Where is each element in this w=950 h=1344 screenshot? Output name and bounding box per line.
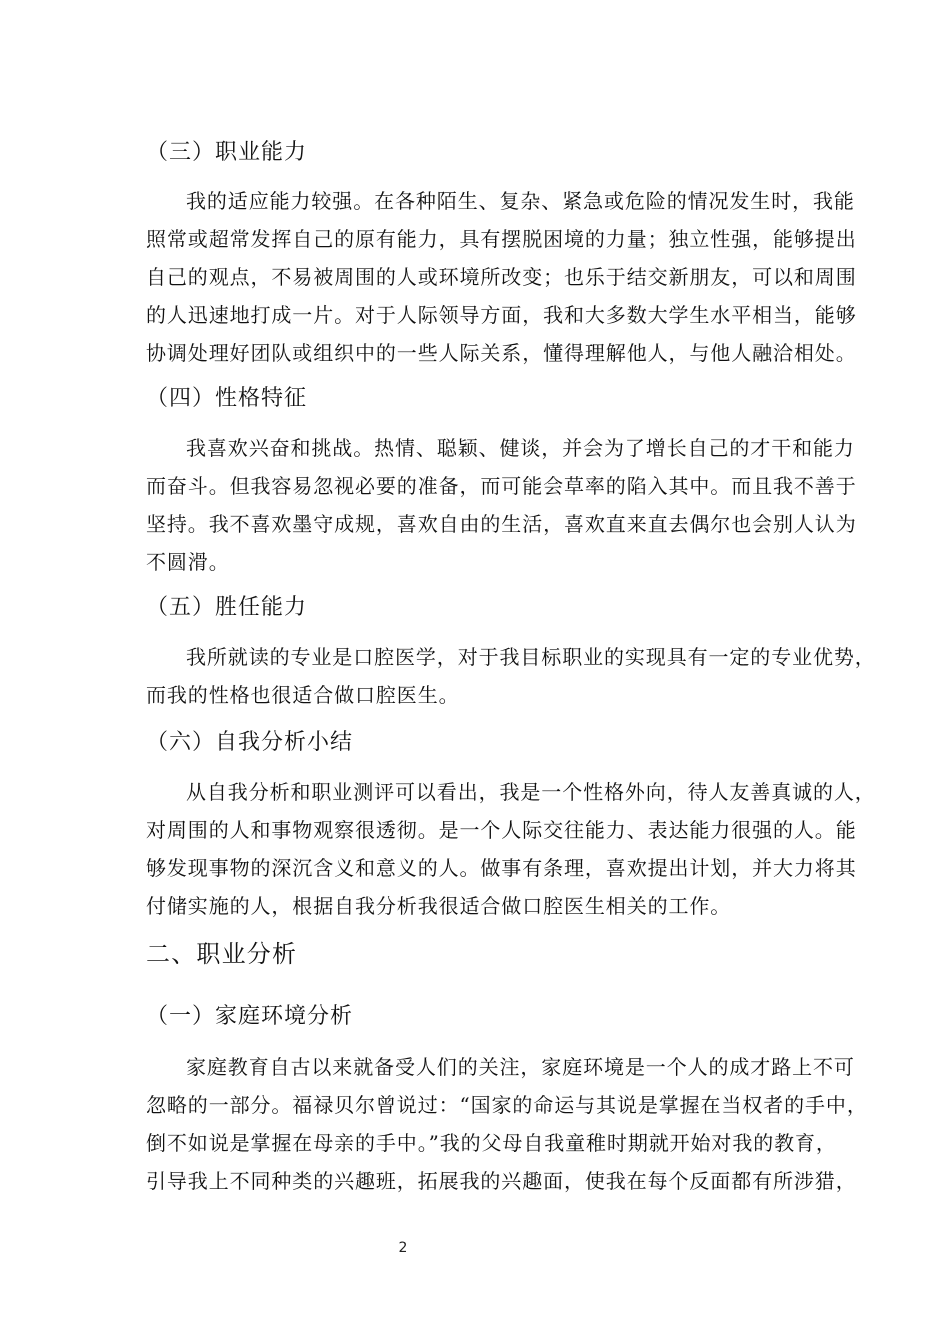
paragraph-line: 付储实施的人，根据自我分析我很适合做口腔医生相关的工作。 [146, 894, 732, 918]
page-number: 2 [398, 1240, 408, 1256]
section-heading-competence: （五）胜任能力 [146, 595, 308, 620]
paragraph-line: 照常或超常发挥自己的原有能力，具有摆脱困境的力量；独立性强，能够提出 [146, 227, 857, 251]
paragraph-line: 我所就读的专业是口腔医学，对于我目标职业的实现具有一定的专业优势， [186, 645, 876, 669]
paragraph-line: 倒不如说是掌握在母亲的手中。”我的父母自我童稚时期就开始对我的教育， [146, 1131, 837, 1155]
section-heading-ability: （三）职业能力 [146, 140, 308, 165]
paragraph-line: 自己的观点，不易被周围的人或环境所改变；也乐于结交新朋友，可以和周围 [146, 265, 857, 289]
paragraph-line: 从自我分析和职业测评可以看出，我是一个性格外向，待人友善真诚的人， [186, 780, 876, 804]
section-heading-family: （一）家庭环境分析 [146, 1004, 354, 1029]
paragraph-line: 我喜欢兴奋和挑战。热情、聪颖、健谈，并会为了增长自己的才干和能力 [186, 436, 855, 460]
paragraph-line: 而奋斗。但我容易忽视必要的准备，而可能会草率的陷入其中。而且我不善于 [146, 474, 857, 498]
paragraph-line: 对周围的人和事物观察很透彻。是一个人际交往能力、表达能力很强的人。能 [146, 818, 857, 842]
chapter-heading-career-analysis: 二、职业分析 [146, 940, 298, 968]
section-heading-summary: （六）自我分析小结 [146, 730, 354, 755]
paragraph-line: 坚持。我不喜欢墨守成规，喜欢自由的生活，喜欢直来直去偶尔也会别人认为 [146, 512, 857, 536]
paragraph-line: 的人迅速地打成一片。对于人际领导方面，我和大多数大学生水平相当，能够 [146, 303, 857, 327]
paragraph-line: 而我的性格也很适合做口腔医生。 [146, 683, 460, 707]
paragraph-line: 引导我上不同种类的兴趣班，拓展我的兴趣面，使我在每个反面都有所涉猎， [146, 1169, 857, 1193]
section-heading-personality: （四）性格特征 [146, 386, 308, 411]
paragraph-line: 家庭教育自古以来就备受人们的关注，家庭环境是一个人的成才路上不可 [186, 1055, 855, 1079]
paragraph-line: 忽略的一部分。福禄贝尔曾说过：“国家的命运与其说是掌握在当权者的手中， [146, 1093, 868, 1117]
paragraph-line: 不圆滑。 [146, 550, 230, 574]
paragraph-line: 协调处理好团队或组织中的一些人际关系，懂得理解他人，与他人融洽相处。 [146, 341, 857, 365]
paragraph-line: 我的适应能力较强。在各种陌生、复杂、紧急或危险的情况发生时，我能 [186, 189, 855, 213]
paragraph-line: 够发现事物的深沉含义和意义的人。做事有条理，喜欢提出计划，并大力将其 [146, 856, 857, 880]
